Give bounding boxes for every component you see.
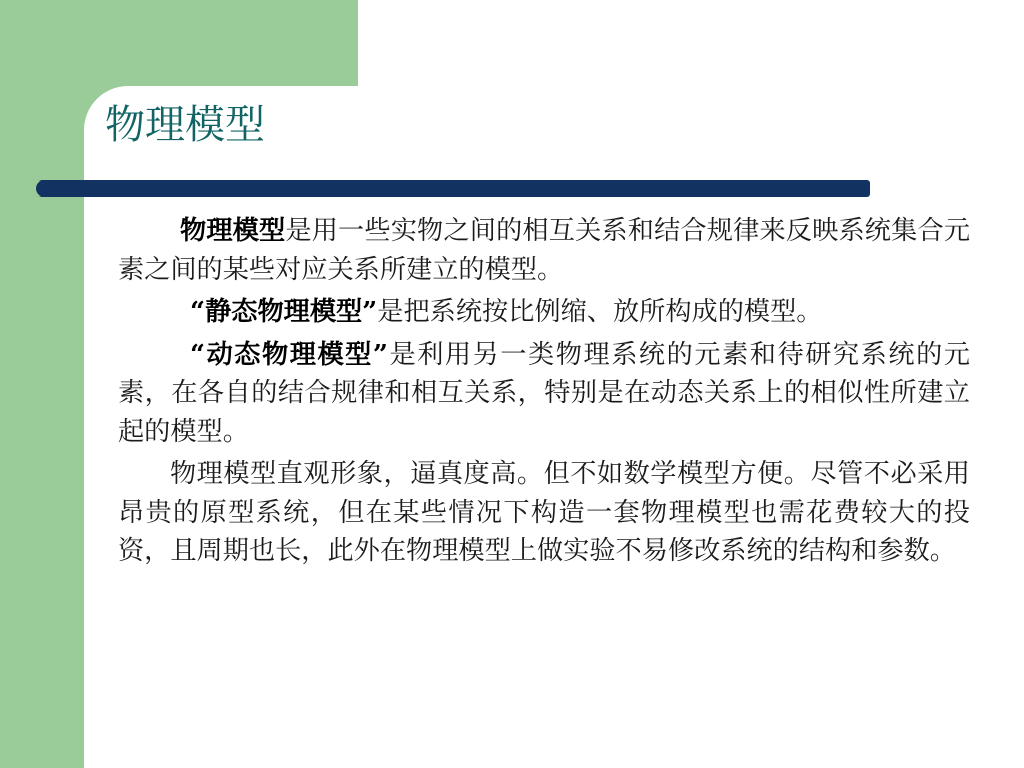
paragraph-static-model	[118, 293, 970, 332]
slide-title: 物理模型	[105, 102, 265, 148]
definition-dynamic-model: 是利用另一类物理系统的元素和待研究系统的元素，在各自的结合规律和相互关系，特别是在动态关系上的相似性所建立起的模型。	[118, 339, 970, 447]
title-underline-bar-rounded-start	[36, 180, 76, 197]
paragraph-model-characteristics	[118, 455, 970, 571]
slide-body	[118, 212, 970, 575]
characteristics-text: 物理模型直观形象，逼真度高。但不如数学模型方便。尽管不必采用昂贵的原型系统，但在某些情况下构造一套物理模型也需花费较大的投资，且周期也长，此外在物理模型上做实验不易修改系统的结构和参数。	[118, 459, 970, 566]
paragraph-dynamic-model	[118, 336, 970, 452]
definition-physical-model: 是用一些实物之间的相互关系和结合规律来反映系统集合元素之间的某些对应关系所建立的模型。	[118, 216, 971, 285]
paragraph-physical-model	[118, 212, 970, 289]
title-underline-bar	[0, 180, 870, 197]
term-static-model: “静态物理模型”	[190, 296, 378, 327]
term-dynamic-model: “动态物理模型”	[190, 338, 388, 370]
definition-static-model: 是把系统按比例缩、放所构成的模型。	[377, 297, 823, 327]
term-physical-model: 物理模型	[180, 215, 286, 246]
